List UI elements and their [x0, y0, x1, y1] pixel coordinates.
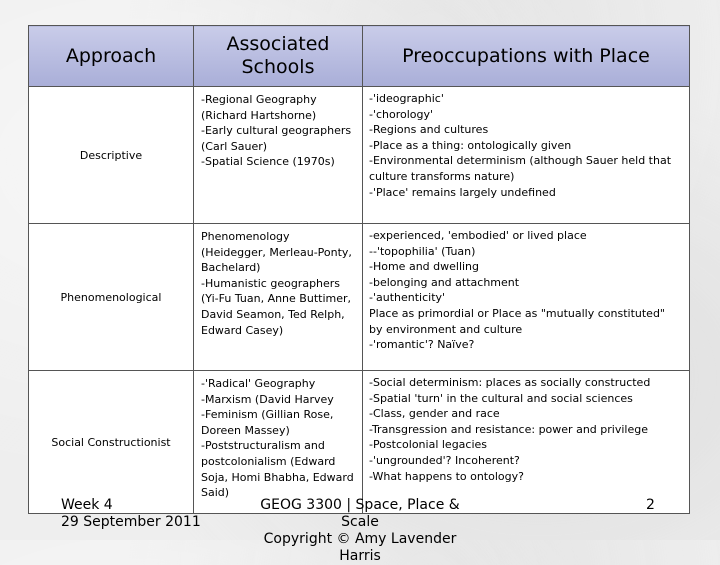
list-item: -Regions and cultures: [369, 123, 489, 137]
list-item: -Class, gender and race: [369, 407, 500, 421]
list-item: -'romantic'? Naïve?: [369, 338, 475, 352]
list-item: -Environmental determinism (although Sauer held that culture transforms nature): [369, 154, 672, 183]
schools-cell: [194, 87, 363, 224]
footer-date-text: 29 September 2011: [61, 514, 201, 530]
list-item: Place as primordial or Place as "mutually constituted" by environment and culture: [369, 306, 665, 336]
list-item: -Regional Geography (Richard Hartshorne): [201, 93, 317, 122]
list-item: -'ideographic': [369, 92, 444, 105]
footer-copyright: Copyright © Amy Lavender Harris: [263, 531, 457, 564]
list-item: -Place as a thing: ontologically given: [369, 138, 572, 152]
list-item: -experienced, 'embodied' or lived place: [369, 229, 587, 242]
header-approach: Approach: [29, 26, 194, 87]
preoccupations-cell: [363, 371, 690, 514]
list-item: -belonging and attachment: [369, 275, 520, 289]
list-item: -'chorology': [369, 107, 434, 121]
list-item: -Transgression and resistance: power and privilege: [369, 422, 648, 436]
approach-cell: Social Constructionist: [29, 371, 194, 514]
list-item: -Marxism (David Harvey: [201, 392, 334, 406]
list-item: -'Place' remains largely undefined: [369, 185, 556, 199]
list-item: --'topophilia' (Tuan): [369, 244, 476, 258]
list-item: -Spatial 'turn' in the cultural and social sciences: [369, 391, 633, 405]
list-item: -Social determinism: places as socially constructed: [369, 376, 651, 389]
list-item: -What happens to ontology?: [369, 469, 524, 483]
list-item: -Poststructuralism and postcolonialism (Edward Soja, Homi Bhabha, Edward Said): [201, 439, 354, 500]
page-number: 2: [646, 497, 655, 513]
table-row: [29, 224, 690, 371]
footer-course-line1: GEOG 3300 | Space, Place &: [260, 497, 460, 513]
header-preoccupations: Preoccupations with Place: [363, 26, 690, 87]
footer-week: Week 4: [61, 497, 113, 513]
table-row: [29, 371, 690, 514]
list-item: -'Radical' Geography: [201, 377, 316, 390]
list-item: -Postcolonial legacies: [369, 438, 488, 452]
places-table: [28, 25, 690, 514]
approach-cell: Phenomenological: [29, 224, 194, 371]
list-item: -Spatial Science (1970s): [201, 155, 335, 169]
schools-cell: [194, 371, 363, 514]
approach-cell: Descriptive: [29, 87, 194, 224]
header-row: [29, 26, 690, 87]
list-item: -Home and dwelling: [369, 260, 480, 274]
list-item: -Early cultural geographers (Carl Sauer): [201, 124, 352, 153]
preoccupations-cell: [363, 224, 690, 371]
list-item: -Humanistic geographers (Yi-Fu Tuan, Anne Buttimer, David Seamon, Ted Relph, Edward Casey): [201, 276, 351, 337]
list-item: -Feminism (Gillian Rose, Doreen Massey): [201, 408, 334, 437]
schools-cell: [194, 224, 363, 371]
list-item: Phenomenology (Heidegger, Merleau-Ponty, Bachelard): [201, 230, 352, 275]
header-associated-schools: Associated Schools: [194, 26, 363, 87]
footer-course: [244, 497, 476, 565]
footer-date: [61, 497, 201, 531]
list-item: -'ungrounded'? Incoherent?: [369, 453, 520, 467]
table-row: [29, 87, 690, 224]
list-item: -'authenticity': [369, 291, 446, 305]
preoccupations-cell: [363, 87, 690, 224]
footer-course-line2: Scale: [341, 514, 379, 530]
